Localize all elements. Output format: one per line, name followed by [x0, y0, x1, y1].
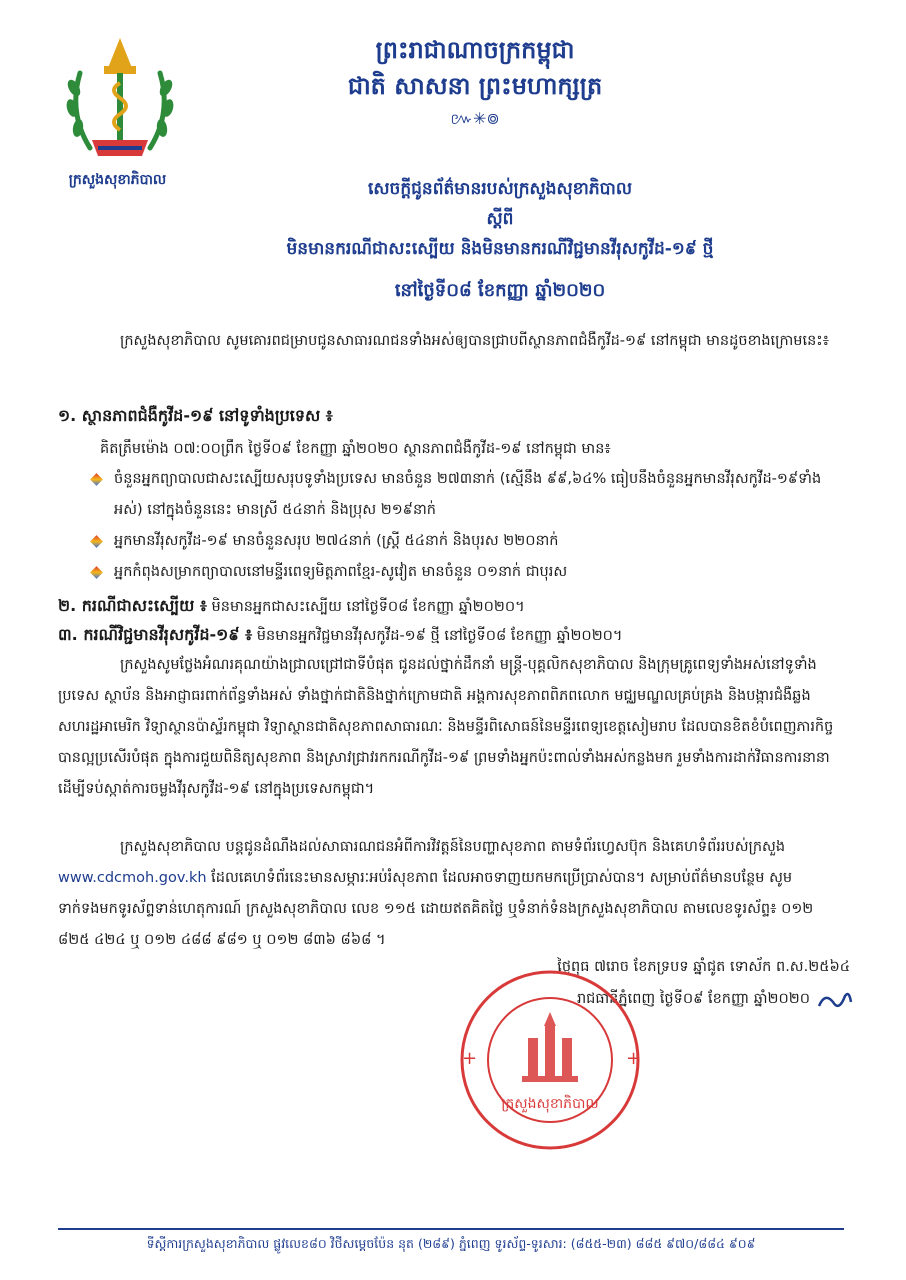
- as-of-line: គិតត្រឹមម៉ោង ០៧:០០ព្រឹក ថ្ងៃទី០៩ ខែកញ្ញា ឆ្នាំ២០២០ ស្ថានភាពជំងឺកូវីដ-១៩ នៅកម្ពុជា មាន៖: [100, 441, 611, 457]
- info-text: ដែលគេហទំព័រនេះមានសម្ភារៈអប់រំសុខភាព ដែលអាចទាញយកមកប្រើប្រាស់បាន។ សម្រាប់ព័ត៌មានបន្ថែម សូមទាក់ទងមកទូរស័ព្ទទាន់ហេតុការណ៍ ក្រសួងសុខាភិបាល លេខ ១១៥ ដោយឥតគិតថ្លៃ ឬទំនាក់ទំនងក្រសួងសុខាភិបាល តាមលេខទូរស័ព្ទ៖ ០១២ ៨២៥ ៤២៤ ឬ ០១២ ៤៨៨ ៩៨១ ឬ ០១២ ៨៣៦ ៨៦៨ ។: [58, 870, 814, 948]
- title-line: សេចក្ដីជូនព័ត៌មានរបស់ក្រសួងសុខាភិបាល: [367, 179, 633, 199]
- motto-line: ជាតិ សាសនា ព្រះមហាក្សត្រ: [347, 72, 603, 100]
- svg-text:+: +: [462, 1048, 478, 1069]
- intro-paragraph: ក្រសួងសុខាភិបាល សូមគោរពជម្រាបជូនសាធារណជនទាំងអស់ឲ្យបានជ្រាបពីស្ថានភាពជំងឺកូវីដ-១៩ នៅកម្ពុជា មានដូចខាងក្រោមនេះ៖: [120, 333, 830, 349]
- website-link[interactable]: www.cdcmoh.gov.kh: [58, 870, 207, 886]
- lunar-date: ថ្ងៃពុធ ៧រោច ខែភទ្របទ ឆ្នាំជូត ទោស័ក ព.ស.២៥៦៤: [557, 959, 850, 975]
- bullet-icon: [90, 473, 103, 486]
- stamp-text: ក្រសួងសុខាភិបាល: [501, 1096, 599, 1112]
- ministry-label: ក្រសួងសុខាភិបាល: [68, 172, 167, 188]
- bullet-icon: [90, 566, 103, 579]
- info-text: ក្រសួងសុខាភិបាល បន្តជូនដំណឹងដល់សាធារណជនអំពីការវិវត្តន៍នៃបញ្ហាសុខភាព តាមទំព័រហ្វេសប៊ុក និងគេហទំព័ររបស់ក្រសួង: [120, 839, 786, 855]
- section-heading: ១. ស្ថានភាពជំងឺកូវីដ-១៩ នៅទូទាំងប្រទេស ៖: [58, 406, 333, 425]
- section-heading: ៣. ករណីវិជ្ជមានវីរុសកូវីដ-១៩ ៖: [58, 625, 253, 644]
- signature-mark: [815, 988, 855, 1018]
- list-item: [114, 464, 844, 526]
- ornament-divider: ៚✳៙: [450, 109, 500, 128]
- section-3: [58, 619, 848, 652]
- footer-divider: [58, 1228, 844, 1230]
- solar-date: រាជធានីភ្នំពេញ ថ្ងៃទី០៩ ខែកញ្ញា ឆ្នាំ២០២០: [576, 991, 810, 1007]
- svg-text:+: +: [626, 1048, 642, 1069]
- section-heading: ២. ករណីជាសះស្បើយ ៖: [58, 596, 207, 615]
- ministry-emblem-logo: [60, 28, 180, 168]
- footer-address: ទីស្ដីការក្រសួងសុខាភិបាល ផ្លូវលេខ៨០ វិថីសម្ដេចប៉ែន នុត (២៨៩) ភ្នំពេញ ទូរស័ព្ទ-ទូរសារ: (៨៥៥-២៣) ៨៨៥ ៩៧០/៨៨៤ ៩០៩: [146, 1236, 756, 1251]
- list-item: [114, 557, 844, 588]
- list-item: [114, 526, 844, 557]
- title-date: នៅថ្ងៃទី០៨ ខែកញ្ញា ឆ្នាំ២០២០: [394, 280, 606, 301]
- thanks-paragraph: ក្រសួងសូមថ្លែងអំណរគុណយ៉ាងជ្រាលជ្រៅជាទីបំផុត ជូនដល់ថ្នាក់ដឹកនាំ មន្ត្រី-បុគ្គលិកសុខាភិបាល និងក្រុមគ្រូពេទ្យទាំងអស់នៅទូទាំងប្រទេស ស្ថាប័ន និងអាជ្ញាធរពាក់ព័ន្ធទាំងអស់ ទាំងថ្នាក់ជាតិនិងថ្នាក់ក្រោមជាតិ អង្គការសុខភាពពិភពលោក មជ្ឈមណ្ឌលគ្រប់គ្រង និងបង្ការជំងឺឆ្លងសហរដ្ឋអាមេរិក វិទ្យាស្ថានប៉ាស្ទ័រកម្ពុជា វិទ្យាស្ថានជាតិសុខភាពសាធារណៈ និងមន្ទីរពិសោធន៍នៃមន្ទីរពេទ្យខេត្តសៀមរាប ដែលបានខិតខំបំពេញភារកិច្ចបានល្អប្រសើរបំផុត ក្នុងការជួយពិនិត្យសុខភាព និងស្រាវជ្រាវរកករណីកូវីដ-១៩ ព្រមទាំងអ្នកប៉ះពាល់ទាំងអស់កន្លងមក រួមទាំងការដាក់វិធានការនានា ដើម្បីទប់ស្កាត់ការចម្លងវីរុសកូវីដ-១៩ នៅក្នុងប្រទេសកម្ពុជា។: [58, 657, 834, 797]
- kingdom-header: [260, 32, 690, 104]
- bullet-icon: [90, 535, 103, 548]
- list-item-text: ចំនួនអ្នកព្យាបាលជាសះស្បើយសរុបទូទាំងប្រទេស មានចំនួន ២៧៣នាក់ (ស្មើនឹង ៩៩,៦៤% ធៀបនឹងចំនួនអ្នកមានវីរុសកូវីដ-១៩ទាំងអស់) នៅក្នុងចំនួននេះ មានស្រី ៥៤នាក់ និងប្រុស ២១៩នាក់: [114, 471, 822, 518]
- list-item-text: អ្នកកំពុងសម្រាកព្យាបាលនៅមន្ទីរពេទ្យមិត្តភាពខ្មែរ-សូវៀត មានចំនួន ០១នាក់ ជាបុរស: [114, 564, 568, 580]
- info-paragraph: [58, 832, 848, 956]
- section-text: មិនមានអ្នកជាសះស្បើយ នៅថ្ងៃទី០៨ ខែកញ្ញា ឆ្នាំ២០២០។: [211, 599, 525, 615]
- document-title: [220, 174, 780, 306]
- official-seal-stamp: [458, 968, 642, 1152]
- title-line: មិនមានករណីជាសះស្បើយ និងមិនមានករណីវិជ្ជមានវីរុសកូវីដ-១៩ ថ្មី: [286, 239, 714, 259]
- title-line: ស្ដីពី: [486, 209, 514, 229]
- kingdom-line: ព្រះរាជាណាចក្រកម្ពុជា: [375, 36, 575, 64]
- section-text: មិនមានអ្នកវិជ្ជមានវីរុសកូវីដ-១៩ ថ្មី នៅថ្ងៃទី០៨ ខែកញ្ញា ឆ្នាំ២០២០។: [256, 628, 623, 644]
- list-item-text: អ្នកមានវីរុសកូវីដ-១៩ មានចំនួនសរុប ២៧៤នាក់ (ស្ត្រី ៥៤នាក់ និងបុរស ២២០នាក់: [114, 533, 559, 549]
